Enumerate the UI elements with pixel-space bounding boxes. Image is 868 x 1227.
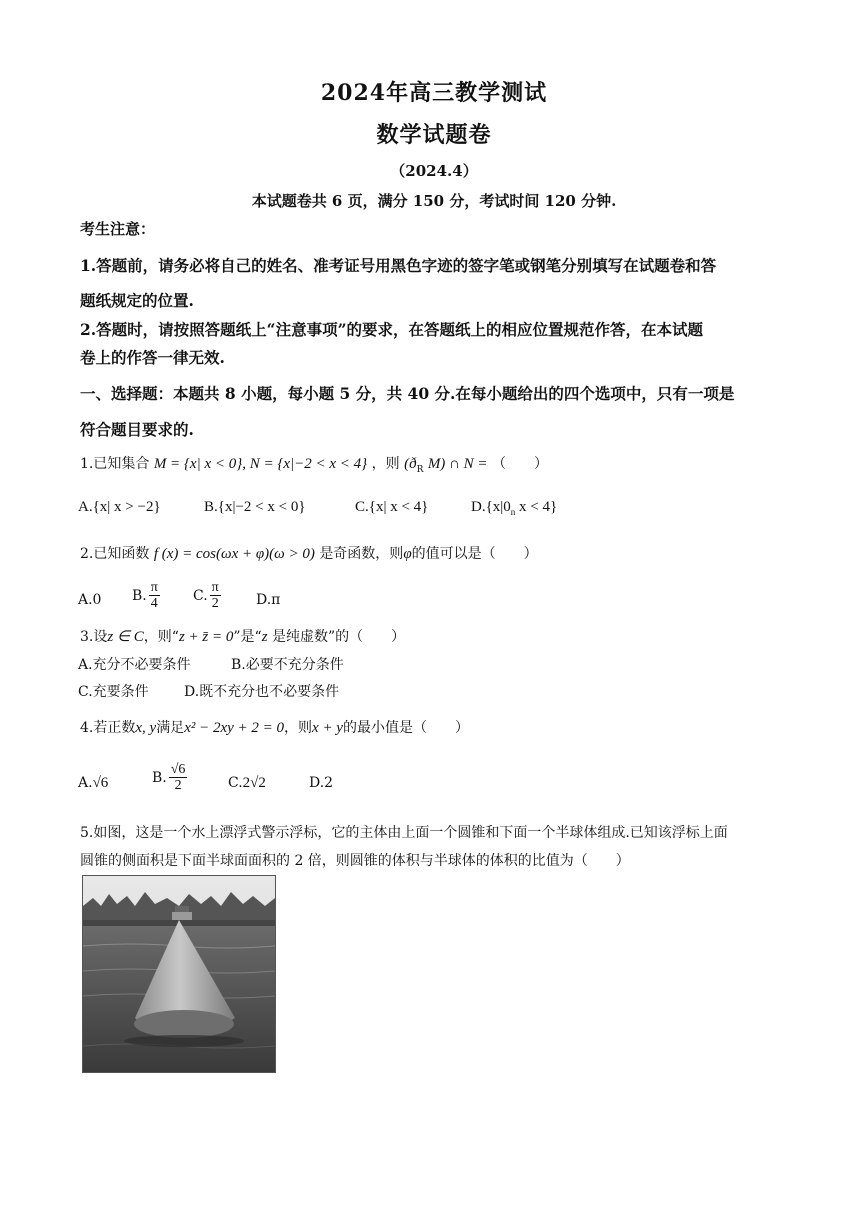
q4-b-den: 2 bbox=[174, 778, 182, 794]
question-2-stem bbox=[80, 543, 538, 563]
q2-text-c: 的值可以是（ ） bbox=[411, 546, 538, 562]
q4-variables: x, y bbox=[135, 720, 157, 736]
q4-option-c bbox=[228, 775, 266, 792]
q3-option-c: C.充要条件 bbox=[78, 684, 149, 700]
q2-text-b: 是奇函数，则 bbox=[319, 546, 404, 562]
q2-option-d: D.π bbox=[256, 592, 281, 608]
q1-option-c: C.{x| x < 4} bbox=[355, 499, 429, 515]
q2-c-num: π bbox=[211, 580, 219, 595]
q2-b-num: π bbox=[150, 580, 158, 595]
q1-sets: M = {x| x < 0}, N = {x|−2 < x < 4} bbox=[153, 456, 368, 472]
q2-option-c-fraction bbox=[210, 580, 221, 612]
question-5-line-1: 5.如图，这是一个水上漂浮式警示浮标，它的主体由上面一个圆锥和下面一个半球体组成.已知该浮标上面 bbox=[80, 825, 728, 841]
q4-option-a-value: √6 bbox=[92, 775, 109, 791]
q1-text-a: 1.已知集合 bbox=[80, 456, 150, 472]
question-4-stem bbox=[80, 717, 469, 737]
section-heading-line-1: 一、选择题：本题共 8 小题，每小题 5 分，共 40 分.在每小题给出的四个选项中，只有一项是 bbox=[80, 384, 735, 403]
q2-option-c-label: C. bbox=[193, 587, 208, 604]
q3-text-b: ，则“ bbox=[143, 629, 179, 645]
notice-heading: 考生注意： bbox=[80, 220, 156, 238]
q1-complement: (ð bbox=[404, 456, 417, 472]
q1-option-d-a: D.{x|0 bbox=[471, 499, 511, 515]
q4-option-a bbox=[78, 775, 108, 792]
q4-text-b: 满足 bbox=[156, 720, 185, 736]
exam-date: （2024.4） bbox=[390, 162, 478, 180]
q4-option-a-label: A. bbox=[78, 775, 93, 791]
q1-option-a: A.{x| x > −2} bbox=[78, 499, 161, 515]
q3-text-c: ”是“ bbox=[233, 629, 262, 645]
q3-equation: z + z̄ = 0 bbox=[178, 629, 234, 645]
question-1-stem bbox=[80, 453, 548, 475]
q4-option-b-label: B. bbox=[152, 769, 167, 786]
q4-option-d: D.2 bbox=[309, 775, 334, 791]
question-5-line-2: 圆锥的侧面积是下面半球面面积的 2 倍，则圆锥的体积与半球体的体积的比值为（ ） bbox=[80, 853, 630, 869]
notice-item-2-line-1: 2.答题时，请按照答题纸上“注意事项”的要求，在答题纸上的相应位置规范作答，在本试题 bbox=[80, 320, 704, 339]
q4-expression: x + y bbox=[312, 720, 343, 736]
exam-title: 2024年高三教学测试 bbox=[320, 80, 548, 106]
q2-c-den: 2 bbox=[211, 596, 219, 612]
q2-option-c bbox=[193, 580, 223, 612]
q1-text-b: ，则 bbox=[371, 456, 400, 472]
notice-item-1-line-1: 1.答题前，请务必将自己的姓名、准考证号用黑色字迹的签字笔或钢笔分别填写在试题卷和答 bbox=[80, 256, 717, 275]
q3-z: z bbox=[261, 629, 268, 645]
notice-item-2-line-2: 卷上的作答一律无效. bbox=[80, 348, 225, 367]
exam-info: 本试题卷共 6 页，满分 150 分，考试时间 120 分钟. bbox=[251, 192, 617, 210]
buoy-photo bbox=[82, 875, 276, 1073]
q4-equation: x² − 2xy + 2 = 0 bbox=[184, 720, 285, 736]
q1-option-d-b: x < 4} bbox=[515, 499, 558, 515]
q3-option-b: B.必要不充分条件 bbox=[231, 657, 344, 673]
q3-text-d: 是纯虚数”的（ ） bbox=[267, 629, 406, 645]
q3-condition: z ∈ C bbox=[107, 629, 144, 645]
q1-option-b: B.{x|−2 < x < 0} bbox=[204, 499, 306, 515]
q2-function: f (x) = cos(ωx + φ)(ω > 0) bbox=[153, 546, 315, 562]
paper-title: 数学试题卷 bbox=[376, 122, 492, 148]
q4-option-b bbox=[152, 762, 189, 794]
section-heading-line-2: 符合题目要求的. bbox=[80, 420, 194, 439]
q4-text-a: 4.若正数 bbox=[80, 720, 136, 736]
q2-phi: φ bbox=[403, 546, 412, 562]
q1-blank: （ ） bbox=[491, 456, 548, 472]
q3-option-a: A.充分不必要条件 bbox=[78, 657, 191, 673]
q4-option-b-fraction bbox=[169, 762, 188, 794]
question-3-stem bbox=[80, 626, 405, 646]
q2-text-a: 2.已知函数 bbox=[80, 546, 150, 562]
q2-option-b-label: B. bbox=[132, 587, 147, 604]
q4-b-num: √6 bbox=[170, 762, 186, 777]
q1-complement-sub: R bbox=[416, 464, 424, 475]
q4-text-d: 的最小值是（ ） bbox=[342, 720, 469, 736]
buoy-illustration bbox=[83, 876, 275, 1072]
q4-option-c-value: 2√2 bbox=[242, 775, 266, 791]
q4-option-c-label: C. bbox=[228, 775, 243, 791]
q1-intersection: M) ∩ N = bbox=[427, 456, 488, 472]
q1-option-d-sub: n bbox=[510, 507, 516, 517]
q2-option-b bbox=[132, 580, 162, 612]
q2-option-b-fraction bbox=[149, 580, 160, 612]
q1-option-d bbox=[471, 499, 557, 517]
q4-text-c: ，则 bbox=[284, 720, 313, 736]
q2-b-den: 4 bbox=[150, 596, 158, 612]
notice-item-1-line-2: 题纸规定的位置. bbox=[80, 291, 194, 310]
q3-text-a: 3.设 bbox=[80, 629, 108, 645]
q3-option-d: D.既不充分也不必要条件 bbox=[184, 684, 340, 700]
q2-option-a: A.0 bbox=[78, 592, 102, 608]
